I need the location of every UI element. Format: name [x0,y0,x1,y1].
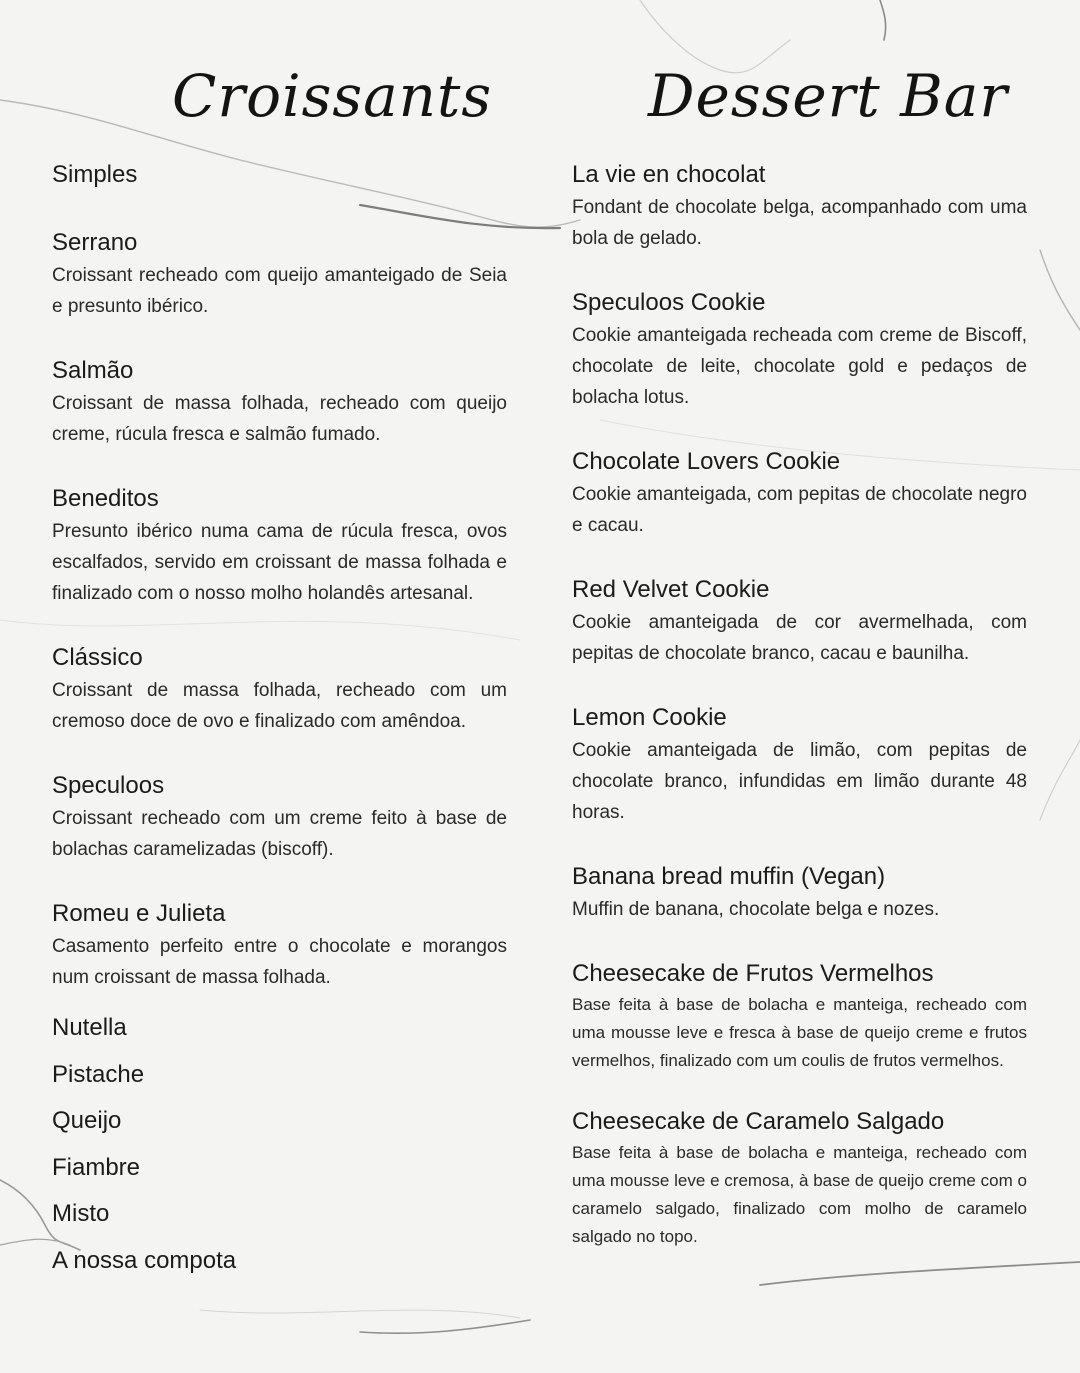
simple-item: A nossa compota [52,1246,237,1274]
menu-item-description: Cookie amanteigada, com pepitas de chocolate negro e cacau. [572,484,1027,536]
menu-item [52,897,507,993]
menu-item [52,482,507,609]
menu-item-name: La vie en chocolat [572,161,766,188]
menu-item-name: Lemon Cookie [572,704,727,731]
menu-item-description: Base feita à base de bolacha e manteiga, recheado com uma mousse leve e fresca à base de queijo creme e frutos vermelhos, finalizado com um coulis de frutos vermelhos. [572,995,1027,1070]
menu-item [52,158,507,192]
menu-item-name: Cheesecake de Caramelo Salgado [572,1108,945,1135]
menu-item-description: Croissant recheado com queijo amanteigado de Seia e presunto ibérico. [52,265,507,317]
menu-item [52,641,507,737]
simple-item: Misto [52,1200,110,1228]
menu-item-name: Salmão [52,357,134,384]
menu-item-description: Cookie amanteigada de limão, com pepitas de chocolate branco, infundidas em limão durante 48 horas. [572,740,1027,823]
menu-item-name: Serrano [52,229,138,256]
menu-item [572,286,1027,413]
menu-item-description: Muffin de banana, chocolate belga e nozes. [572,899,940,920]
menu-item-description: Base feita à base de bolacha e manteiga, recheado com uma mousse leve e cremosa, à base de queijo creme com o caramelo salgado, finalizado com molho de caramelo salgado no topo. [572,1143,1027,1246]
menu-item [52,226,507,322]
menu-item [572,573,1027,669]
dessert-bar-heading: Dessert Bar [648,62,1009,130]
menu-item-name: Banana bread muffin (Vegan) [572,863,886,890]
menu-item-name: Beneditos [52,485,159,512]
croissants-column [52,158,507,1285]
menu-item-name: Clássico [52,644,143,671]
simple-items-list [52,1005,507,1285]
menu-item-name: Chocolate Lovers Cookie [572,448,841,475]
menu-item-name: Romeu e Julieta [52,900,226,927]
simple-item: Pistache [52,1060,145,1088]
menu-item-name: Red Velvet Cookie [572,576,770,603]
menu-item [572,860,1027,925]
menu-item-description: Croissant de massa folhada, recheado com um cremoso doce de ovo e finalizado com amêndoa. [52,680,507,732]
menu-item-name: Simples [52,161,138,188]
menu-item [572,1105,1027,1251]
simple-item: Fiambre [52,1153,141,1181]
menu-item-name: Cheesecake de Frutos Vermelhos [572,960,934,987]
menu-item [52,769,507,865]
menu-item [572,701,1027,828]
menu-item-description: Presunto ibérico numa cama de rúcula fresca, ovos escalfados, servido em croissant de massa folhada e finalizado com o nosso molho holandês artesanal. [52,521,507,604]
croissants-heading: Croissants [172,62,493,130]
menu-item-name: Speculoos Cookie [572,289,766,316]
menu-item-description: Casamento perfeito entre o chocolate e morangos num croissant de massa folhada. [52,936,507,988]
menu-item-description: Croissant recheado com um creme feito à base de bolachas caramelizadas (biscoff). [52,808,507,860]
menu-item [572,445,1027,541]
simple-item: Nutella [52,1014,127,1041]
simple-item: Queijo [52,1107,122,1135]
menu-item [572,957,1027,1075]
menu-item [572,158,1027,254]
menu-item-description: Croissant de massa folhada, recheado com queijo creme, rúcula fresca e salmão fumado. [52,393,507,445]
menu-item-description: Fondant de chocolate belga, acompanhado com uma bola de gelado. [572,197,1027,249]
dessert-bar-column [572,158,1027,1251]
menu-item-description: Cookie amanteigada de cor avermelhada, com pepitas de chocolate branco, cacau e baunilha. [572,612,1027,664]
menu-item [52,354,507,450]
menu-item-name: Speculoos [52,772,165,799]
menu-item-description: Cookie amanteigada recheada com creme de Biscoff, chocolate de leite, chocolate gold e pedaços de bolacha lotus. [572,325,1027,408]
